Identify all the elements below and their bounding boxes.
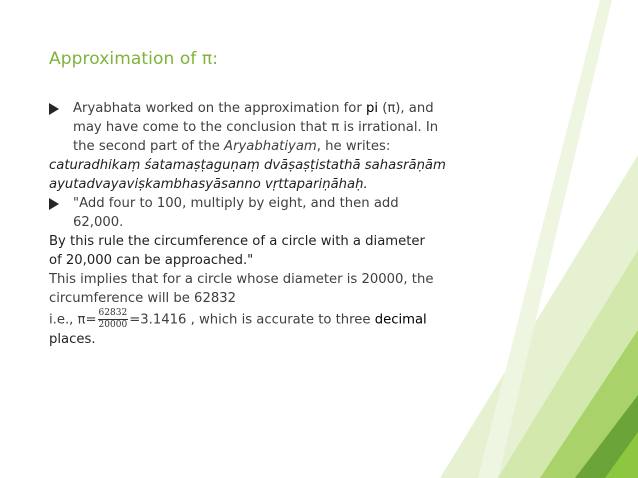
bullet-quote (49, 194, 479, 232)
implies-line1: This implies that for a circle whose diameter is 20000, the (49, 272, 434, 287)
pi-fraction (98, 309, 129, 330)
bullet-arrow-icon (49, 103, 59, 115)
rule-line1: By this rule the circumference of a circle with a diameter (49, 234, 425, 249)
decimal-word: decimal (374, 312, 427, 328)
pi-word: pi (365, 101, 378, 116)
formula-result: =3.1416 , which is accurate to three (129, 312, 375, 328)
slide-body (49, 99, 479, 349)
bullet2-line2: 62,000. (73, 215, 124, 230)
bullet1-line3-a: the second part of the (73, 139, 225, 154)
formula-line2: places. (49, 332, 96, 347)
bullet-aryabhata (49, 99, 479, 156)
fraction-denominator: 20000 (98, 320, 128, 330)
bullet1-line1-b: (π), and (378, 101, 434, 116)
bullet2-line1: "Add four to 100, multiply by eight, and then add (73, 196, 399, 211)
implies-line2: circumference will be 62832 (49, 291, 237, 306)
formula-line (49, 309, 479, 330)
bullet-arrow-icon (49, 198, 59, 210)
sanskrit-line2: ayutadvayaviṣkambhasyāsanno vṛttapariṇāhaḥ. (49, 177, 368, 192)
bullet1-line3 (73, 137, 479, 156)
bullet1-line2: may have come to the conclusion that π is irrational. In (73, 120, 439, 135)
formula-prefix: i.e., π= (49, 312, 97, 328)
bullet1-line1-a: Aryabhata worked on the approximation for (73, 101, 366, 116)
sanskrit-line1: caturadhikaṃ śatamaṣṭaguṇaṃ dvāṣaṣṭistathā sahasrāṇām (49, 158, 446, 173)
slide-title: Approximation of π: (49, 49, 219, 69)
fraction-numerator: 62832 (98, 308, 128, 318)
bullet1-line3-b: , he writes: (316, 139, 391, 154)
aryabhatiyam-title: Aryabhatiyam (224, 139, 317, 154)
bullet1-line1 (73, 99, 479, 118)
rule-line2: of 20,000 can be approached." (49, 253, 254, 268)
